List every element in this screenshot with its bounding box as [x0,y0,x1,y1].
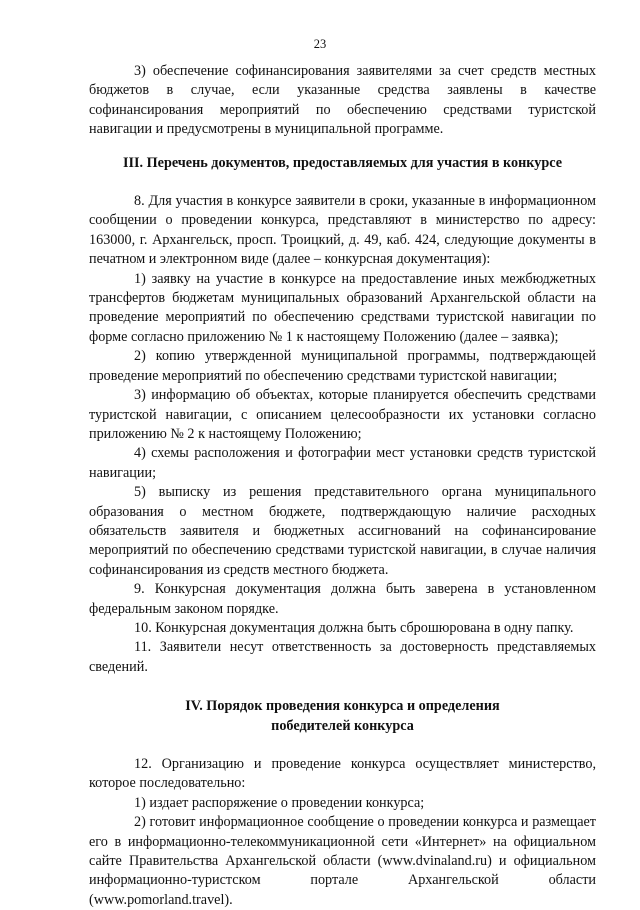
section-4-heading [89,697,596,736]
paragraph-11: 11. Заявители несут ответственность за достоверность представляемых сведений. [89,639,596,675]
section-3-heading: III. Перечень документов, предоставляемых для участия в конкурсе [122,154,563,171]
list-item-2: 2) копию утвержденной муниципальной программы, подтверждающей проведение мероприятий по обеспечению средствами туристской навигации; [89,348,596,384]
paragraph-10: 10. Конкурсная документация должна быть сброшюрована в одну папку. [134,619,574,636]
paragraph-12: 12. Организацию и проведение конкурса осуществляет министерство, которое последовательно: [89,756,596,792]
paragraph-9: 9. Конкурсная документация должна быть заверена в установленном федеральным законом порядке. [89,581,596,617]
section-4-heading-line-2: победителей конкурса [271,717,414,734]
page-number: 23 [313,37,327,51]
section-4-heading-line-1: IV. Порядок проведения конкурса и определения [185,698,500,715]
paragraph-intro-3: 3) обеспечение софинансирования заявителями за счет средств местных бюджетов в случае, если указанные средства заявлены в качестве софинансирования мероприятий по обеспечению средствами туристской навигации и предусмотрены в муниципальной программе. [89,63,596,138]
list-item-1: 1) заявку на участие в конкурсе на предоставление иных межбюджетных трансфертов бюджетам муниципальных образований Архангельской области на проведение мероприятий по обеспечению средствами туристской навигации по форме согласно приложению № 1 к настоящему Положению (далее – заявка); [89,270,596,345]
list-item-4: 4) схемы расположения и фотографии мест установки средств туристской навигации; [89,445,596,481]
list-item-5: 5) выписку из решения представительного органа муниципального образования о местном бюджете, подтверждающую наличие расходных обязательств заявителя и бюджетных ассигнований на софинансирование мероприятий по обеспечению средствами туристской навигации, в случае наличия софинансирования из средств местного бюджета. [89,484,596,578]
list-item-3: 3) информацию об объектах, которые планируется обеспечить средствами туристской навигации, с описанием целесообразности их установки согласно приложению № 2 к настоящему Положению; [89,387,596,442]
paragraph-8: 8. Для участия в конкурсе заявители в сроки, указанные в информационном сообщении о проведении конкурса, представляют в министерство по адресу: 163000, г. Архангельск, просп. Троицкий, д. 49, каб. 424, следующие документы в печатном и электронном виде (далее – конкурсная документация): [89,193,596,268]
list-item-12-2: 2) готовит информационное сообщение о проведении конкурса и размещает его в информационно-телекоммуникационной сети «Интернет» на официальном сайте Правительства Архангельской области (www.dvinaland.ru) и официальном информационно-туристском портале Архангельской области (www.pomorland.travel). [89,814,596,908]
list-item-12-1: 1) издает распоряжение о проведении конкурса; [134,794,425,811]
